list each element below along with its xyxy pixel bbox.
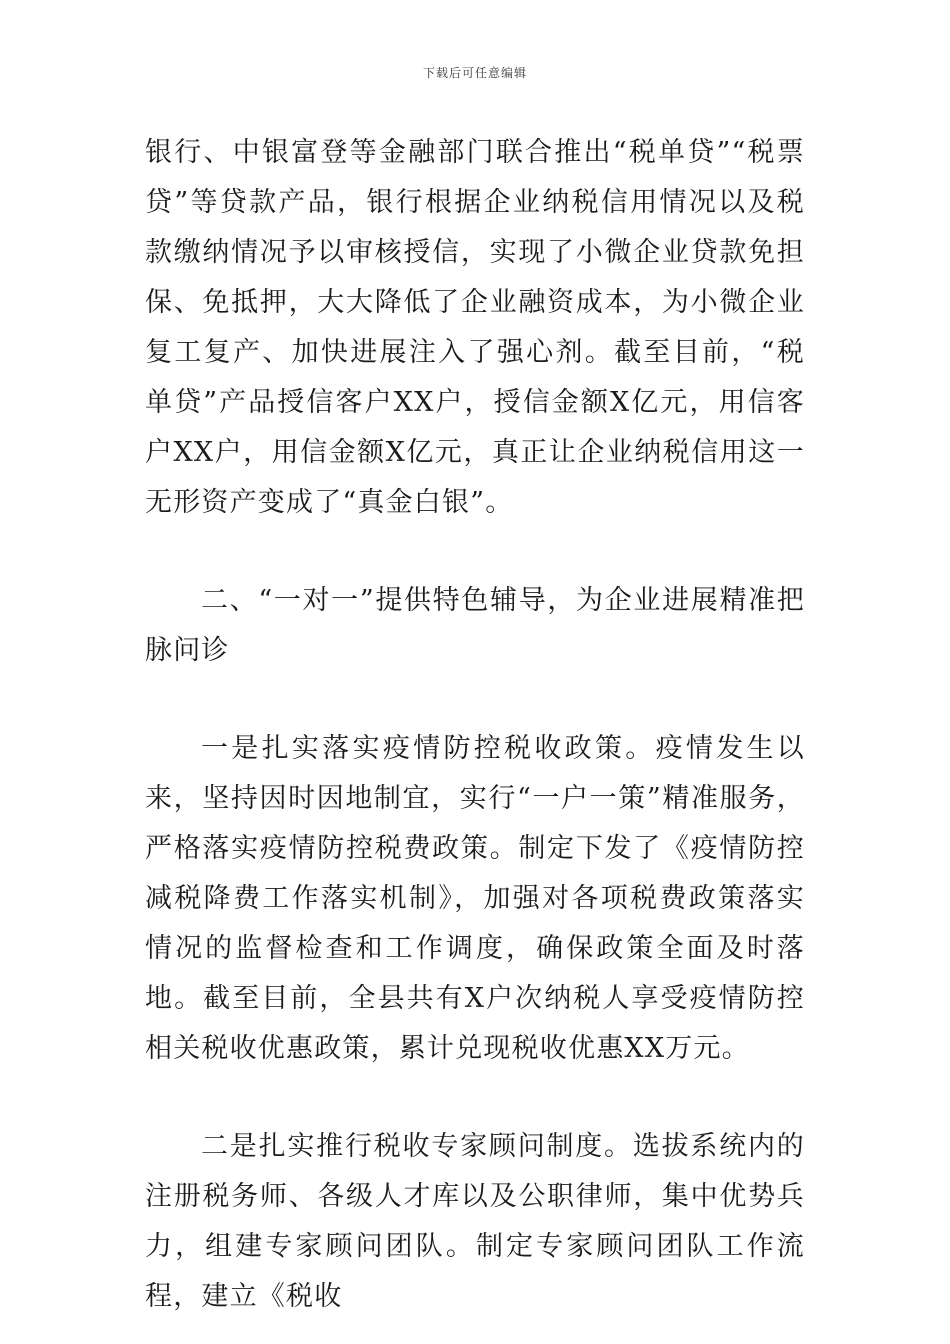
paragraph-policy-implementation: 一是扎实落实疫情防控税收政策。疫情发生以来，坚持因时因地制宜，实行“一户一策”精准服务，严格落实疫情防控税费政策。制定下发了《疫情防控减税降费工作落实机制》，加强对各项税费政策落实情况的监督检查和工作调度，确保政策全面及时落地。截至目前，全县共有X户次纳税人享受疫情防控相关税收优惠政策，累计兑现税收优惠XX万元。	[145, 733, 805, 1064]
section-heading: 二、“一对一”提供特色辅导，为企业进展精准把脉问诊	[145, 585, 805, 666]
document-body	[145, 128, 805, 1322]
paragraph-expert-advisor: 二是扎实推行税收专家顾问制度。选拔系统内的注册税务师、各级人才库以及公职律师，集中优势兵力，组建专家顾问团队。制定专家顾问团队工作流程，建立《税收	[145, 1131, 805, 1312]
paragraph-continued: 银行、中银富登等金融部门联合推出“税单贷”“税票贷”等贷款产品，银行根据企业纳税信用情况以及税款缴纳情况予以审核授信，实现了小微企业贷款免担保、免抵押，大大降低了企业融资成本，为小微企业复工复产、加快进展注入了强心剂。截至目前，“税单贷”产品授信客户XX户，授信金额X亿元，用信客户XX户，用信金额X亿元，真正让企业纳税信用这一无形资产变成了“真金白银”。	[145, 137, 805, 518]
page-header: 下载后可任意编辑	[422, 66, 527, 80]
